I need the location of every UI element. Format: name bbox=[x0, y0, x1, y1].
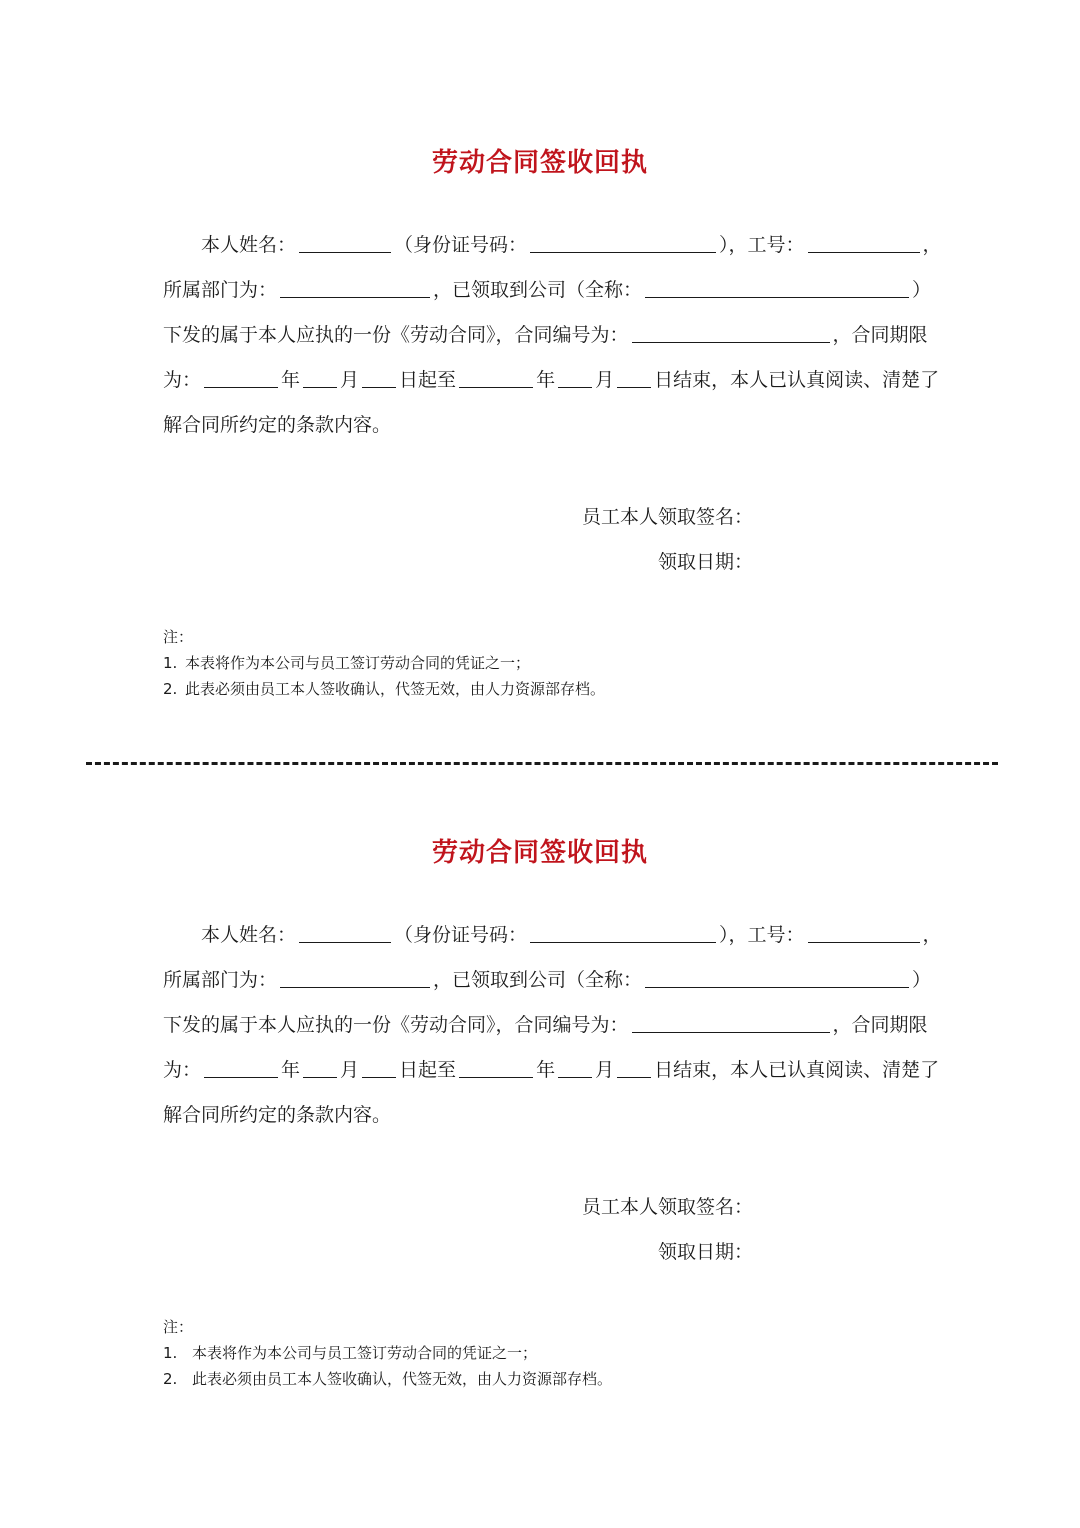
receipt-title: 劳动合同签收回执 bbox=[431, 148, 648, 178]
company-name-blank[interactable] bbox=[645, 967, 909, 988]
id-number-blank[interactable] bbox=[530, 922, 716, 943]
contract-number-label: 下发的属于本人应执的一份《劳动合同》，合同编号为： bbox=[163, 1014, 629, 1036]
start-month-blank[interactable] bbox=[303, 1057, 337, 1078]
start-year-blank[interactable] bbox=[204, 1057, 278, 1078]
note-item bbox=[163, 652, 530, 674]
note-heading: 注： bbox=[163, 1318, 194, 1336]
name-label: 本人姓名： bbox=[201, 924, 297, 946]
note-number: 1. bbox=[163, 1344, 178, 1362]
employee-number-blank[interactable] bbox=[808, 232, 920, 253]
contract-number-label: 下发的属于本人应执的一份《劳动合同》，合同编号为： bbox=[163, 324, 629, 346]
end-label: 日结束，本人已认真阅读、清楚了 bbox=[654, 1059, 940, 1081]
note-heading: 注： bbox=[163, 628, 194, 646]
department-line bbox=[163, 275, 931, 305]
close-paren-text: ） bbox=[912, 279, 932, 301]
department-label: 所属部门为： bbox=[163, 279, 278, 301]
end-day-blank[interactable] bbox=[617, 367, 651, 388]
period-prefix: 为： bbox=[163, 369, 202, 391]
terms-line: 解合同所约定的条款内容。 bbox=[163, 1104, 392, 1126]
contract-number-blank[interactable] bbox=[632, 322, 830, 343]
start-day-blank[interactable] bbox=[362, 367, 396, 388]
end-year-blank[interactable] bbox=[459, 1057, 533, 1078]
terms-line: 解合同所约定的条款内容。 bbox=[163, 414, 392, 436]
department-blank[interactable] bbox=[280, 967, 430, 988]
name-id-line bbox=[201, 230, 942, 260]
end-day-blank[interactable] bbox=[617, 1057, 651, 1078]
note-item bbox=[163, 1342, 537, 1364]
employee-number-label: ），工号： bbox=[719, 924, 805, 946]
department-blank[interactable] bbox=[280, 277, 430, 298]
contract-term-label: ，合同期限 bbox=[832, 324, 928, 346]
id-number-label: （身份证号码： bbox=[394, 924, 528, 946]
comma-text: ， bbox=[922, 234, 942, 256]
note-text: 本表将作为本公司与员工签订劳动合同的凭证之一； bbox=[192, 1344, 538, 1362]
id-number-label: （身份证号码： bbox=[394, 234, 528, 256]
name-blank[interactable] bbox=[299, 232, 391, 253]
date-label: 领取日期： bbox=[658, 551, 754, 573]
department-label: 所属部门为： bbox=[163, 969, 278, 991]
end-label: 日结束，本人已认真阅读、清楚了 bbox=[654, 369, 940, 391]
month-label: 月 bbox=[340, 369, 360, 391]
note-text: 本表将作为本公司与员工签订劳动合同的凭证之一； bbox=[185, 654, 531, 672]
contract-number-line bbox=[163, 1010, 928, 1040]
start-year-blank[interactable] bbox=[204, 367, 278, 388]
id-number-blank[interactable] bbox=[530, 232, 716, 253]
month-label: 月 bbox=[595, 369, 615, 391]
end-month-blank[interactable] bbox=[558, 367, 592, 388]
receipt-form-1 bbox=[0, 0, 1080, 698]
start-label: 日起至 bbox=[399, 1059, 457, 1081]
employee-number-label: ），工号： bbox=[719, 234, 805, 256]
note-number: 1. bbox=[163, 654, 178, 672]
period-prefix: 为： bbox=[163, 1059, 202, 1081]
year-label: 年 bbox=[536, 369, 556, 391]
company-name-label: ，已领取到公司（全称： bbox=[433, 969, 643, 991]
end-month-blank[interactable] bbox=[558, 1057, 592, 1078]
end-year-blank[interactable] bbox=[459, 367, 533, 388]
close-paren-text: ） bbox=[912, 969, 932, 991]
signature-label: 员工本人领取签名： bbox=[582, 506, 754, 528]
year-label: 年 bbox=[536, 1059, 556, 1081]
contract-number-line bbox=[163, 320, 928, 350]
month-label: 月 bbox=[340, 1059, 360, 1081]
date-label: 领取日期： bbox=[658, 1241, 754, 1263]
year-label: 年 bbox=[281, 1059, 301, 1081]
start-month-blank[interactable] bbox=[303, 367, 337, 388]
start-day-blank[interactable] bbox=[362, 1057, 396, 1078]
note-number: 2. bbox=[163, 680, 178, 698]
receipt-form-2 bbox=[0, 690, 1080, 1388]
company-name-blank[interactable] bbox=[645, 277, 909, 298]
receipt-title: 劳动合同签收回执 bbox=[431, 838, 648, 868]
note-text: 此表必须由员工本人签收确认，代签无效，由人力资源部存档。 bbox=[185, 680, 606, 698]
note-item bbox=[163, 1368, 612, 1390]
year-label: 年 bbox=[281, 369, 301, 391]
department-line bbox=[163, 965, 931, 995]
company-name-label: ，已领取到公司（全称： bbox=[433, 279, 643, 301]
start-label: 日起至 bbox=[399, 369, 457, 391]
contract-number-blank[interactable] bbox=[632, 1012, 830, 1033]
name-label: 本人姓名： bbox=[201, 234, 297, 256]
month-label: 月 bbox=[595, 1059, 615, 1081]
comma-text: ， bbox=[922, 924, 942, 946]
employee-number-blank[interactable] bbox=[808, 922, 920, 943]
name-id-line bbox=[201, 920, 942, 950]
note-text: 此表必须由员工本人签收确认，代签无效，由人力资源部存档。 bbox=[192, 1370, 613, 1388]
note-number: 2. bbox=[163, 1370, 178, 1388]
contract-term-label: ，合同期限 bbox=[832, 1014, 928, 1036]
contract-period-line bbox=[163, 1055, 939, 1085]
name-blank[interactable] bbox=[299, 922, 391, 943]
contract-period-line bbox=[163, 365, 939, 395]
signature-label: 员工本人领取签名： bbox=[582, 1196, 754, 1218]
